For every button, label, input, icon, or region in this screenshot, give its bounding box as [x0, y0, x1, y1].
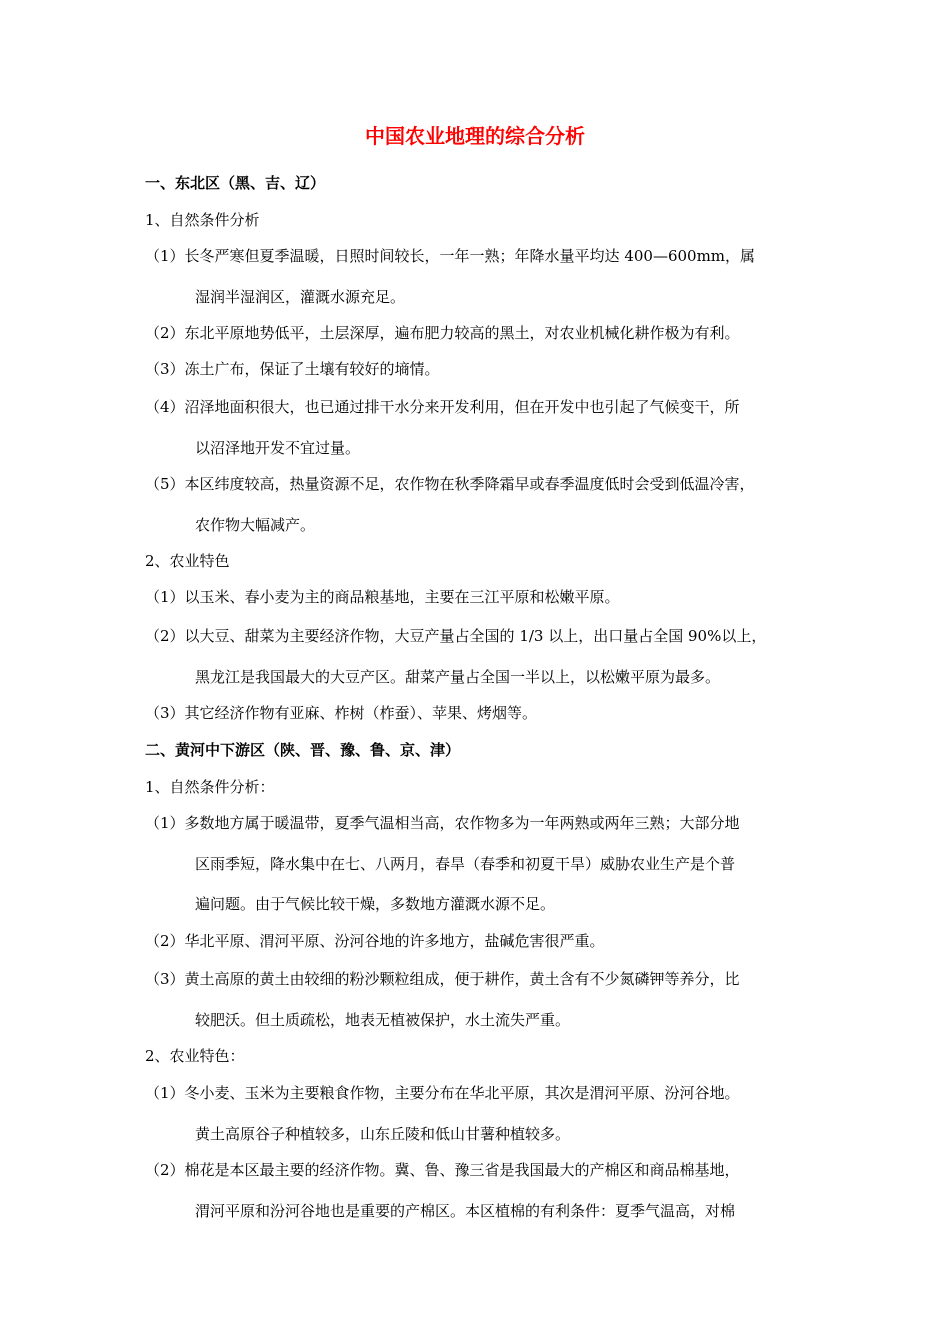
document-title: 中国农业地理的综合分析 [365, 124, 585, 148]
list-item: （2）以大豆、甜菜为主要经济作物，大豆产量占全国的 1/3 以上，出口量占全国 90%以上， [145, 627, 767, 645]
list-item: （2）华北平原、渭河平原、汾河谷地的许多地方，盐碱危害很严重。 [145, 932, 605, 950]
list-item-continuation: 以沼泽地开发不宜过量。 [195, 439, 361, 457]
subsection-heading: 2、农业特色： [145, 1047, 245, 1065]
list-item-continuation: 黄土高原谷子种植较多，山东丘陵和低山甘薯种植较多。 [195, 1125, 571, 1143]
list-item: （2）棉花是本区最主要的经济作物。冀、鲁、豫三省是我国最大的产棉区和商品棉基地， [145, 1161, 740, 1179]
list-item: （1）冬小麦、玉米为主要粮食作物，主要分布在华北平原，其次是渭河平原、汾河谷地。 [145, 1084, 740, 1102]
list-item-continuation: 黑龙江是我国最大的大豆产区。甜菜产量占全国一半以上，以松嫩平原为最多。 [195, 668, 721, 686]
list-item: （3）其它经济作物有亚麻、柞树（柞蚕）、苹果、烤烟等。 [145, 704, 538, 722]
list-item-continuation: 渭河平原和汾河谷地也是重要的产棉区。本区植棉的有利条件：夏季气温高，对棉 [195, 1202, 736, 1220]
list-item: （4）沼泽地面积很大，也已通过排干水分来开发利用，但在开发中也引起了气候变干，所 [145, 398, 740, 416]
section-heading: 一、东北区（黑、吉、辽） [145, 174, 326, 192]
subsection-heading: 2、农业特色 [145, 552, 230, 570]
list-item-continuation: 湿润半湿润区，灌溉水源充足。 [195, 288, 406, 306]
list-item-continuation: 遍问题。由于气候比较干燥，多数地方灌溉水源不足。 [195, 895, 556, 913]
subsection-heading: 1、自然条件分析 [145, 211, 260, 229]
list-item: （2）东北平原地势低平，土层深厚，遍布肥力较高的黑土，对农业机械化耕作极为有利。 [145, 324, 740, 342]
list-item-continuation: 区雨季短，降水集中在七、八两月，春旱（春季和初夏干旱）威胁农业生产是个普 [195, 855, 736, 873]
list-item: （1）长冬严寒但夏季温暖，日照时间较长，一年一熟；年降水量平均达 400—600mm，属 [145, 247, 756, 265]
list-item-continuation: 农作物大幅减产。 [195, 516, 316, 534]
subsection-heading: 1、自然条件分析： [145, 778, 275, 796]
list-item: （3）冻土广布，保证了土壤有较好的墒情。 [145, 360, 440, 378]
list-item: （3）黄土高原的黄土由较细的粉沙颗粒组成，便于耕作，黄土含有不少氮磷钾等养分，比 [145, 970, 740, 988]
list-item: （1）多数地方属于暖温带，夏季气温相当高，农作物多为一年两熟或两年三熟；大部分地 [145, 814, 740, 832]
list-item: （1）以玉米、春小麦为主的商品粮基地，主要在三江平原和松嫩平原。 [145, 588, 620, 606]
list-item-continuation: 较肥沃。但土质疏松，地表无植被保护，水土流失严重。 [195, 1011, 571, 1029]
section-heading: 二、黄河中下游区（陕、晋、豫、鲁、京、津） [145, 741, 461, 759]
list-item: （5）本区纬度较高，热量资源不足，农作物在秋季降霜早或春季温度低时会受到低温冷害， [145, 475, 755, 493]
